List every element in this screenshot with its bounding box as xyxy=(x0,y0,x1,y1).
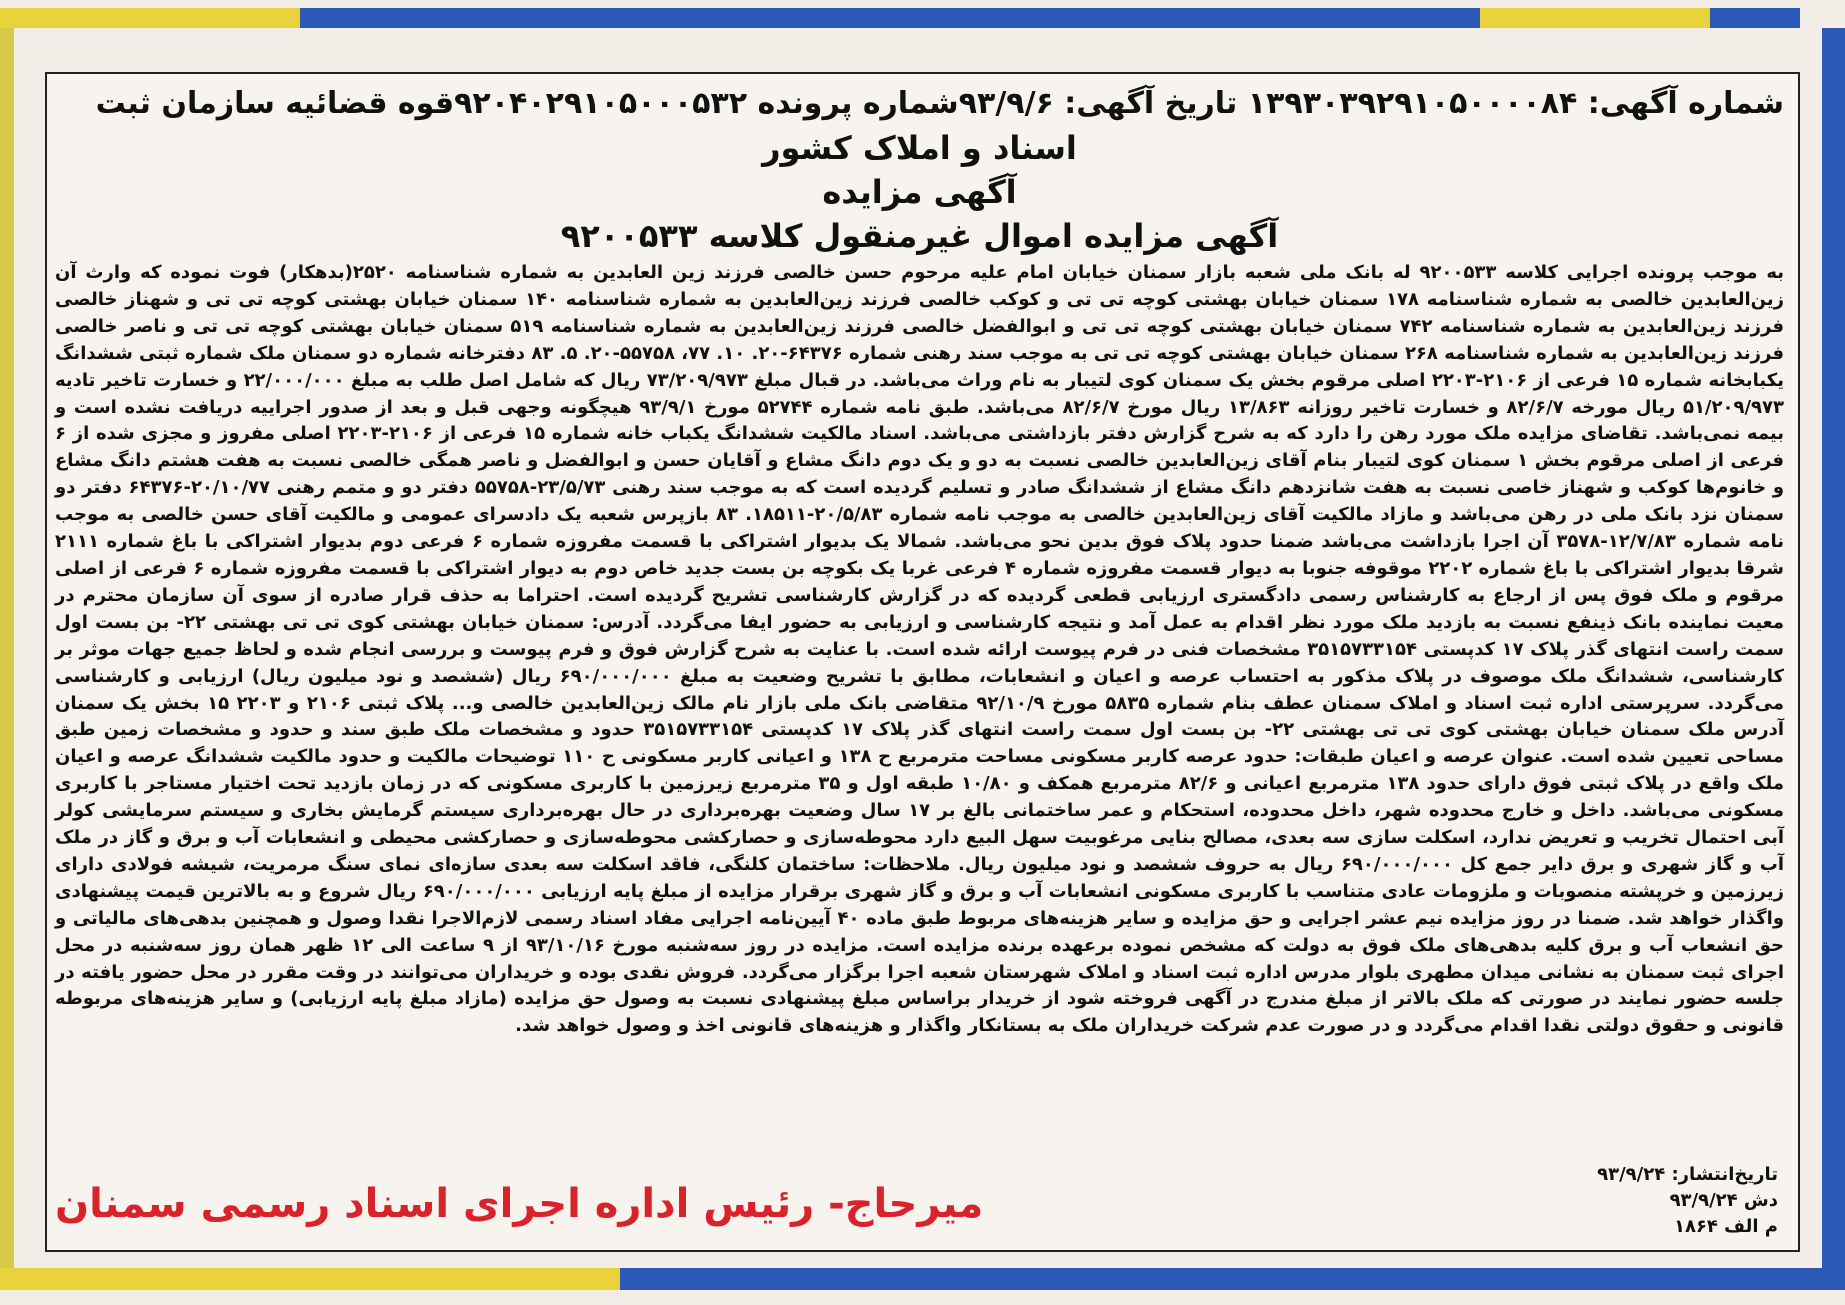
left-yellow-stripe xyxy=(0,28,14,1268)
notice-subtitle: آگهی مزایده اموال غیرمنقول کلاسه ۹۲۰۰۵۳۳ xyxy=(560,217,1279,255)
publish-date: تاریخ‌انتشار: ۹۳/۹/۲۴ xyxy=(1597,1164,1778,1185)
notice-footer-meta xyxy=(1597,1162,1778,1240)
auction-notice-box xyxy=(45,72,1800,1252)
notice-content xyxy=(55,82,1784,1242)
right-blue-stripe xyxy=(1822,28,1845,1268)
bottom-yellow-stripe xyxy=(0,1268,620,1290)
notice-header-line2: اسناد و املاک کشور xyxy=(762,129,1077,167)
signature-line: میرحاج- رئیس اداره اجرای اسناد رسمی سمنان xyxy=(55,1181,984,1227)
notice-header-line1: شماره آگهی: ۱۳۹۳۰۳۹۲۹۱۰۵۰۰۰۰۸۴ تاریخ آگهی: ۹۳/۹/۶شماره پرونده ۹۲۰۴۰۲۹۱۰۵۰۰۰۵۳۲قوه قضائیه سازمان ثبت xyxy=(95,86,1784,121)
notice-title: آگهی مزایده xyxy=(822,173,1017,211)
top-yellow-stripe xyxy=(0,8,300,28)
top-yellow-stripe-right xyxy=(1480,8,1710,28)
bottom-blue-stripe xyxy=(620,1268,1845,1290)
notice-body: به موجب پرونده اجرایی کلاسه ۹۲۰۰۵۳۳ له بانک ملی شعبه بازار سمنان خیابان امام علیه مرحوم حسن خالصی فرزند زین العابدین به شماره شناسنامه ۲۵۲۰(بدهکار) فوت نموده که وارث آن زین‌العابدین خالصی به شماره شناسنامه ۱۷۸ سمنان خیابان بهشتی کوچه تی تی و کوکب خالصی فرزند زین‌العابدین به شماره شناسنامه ۱۴۰ سمنان خیابان بهشتی کوچه تی تی و شهناز خالصی فرزند زین‌العابدین به شماره شناسنامه ۷۴۲ سمنان خیابان بهشتی کوچه تی تی و ابوالفضل خالصی فرزند زین‌العابدین به شماره شناسنامه ۵۱۹ سمنان خیابان بهشتی کوچه تی تی و ناصر خالصی فرزند زین‌العابدین به شماره شناسنامه ۲۶۸ سمنان خیابان بهشتی کوچه تی تی به موجب سند رهنی شماره ۶۴۳۷۶-۲۰. ۱۰. ۷۷، ۵۵۷۵۸-۲۰. ۵. ۸۳ دفترخانه شماره دو سمنان ملک شماره ثبتی ششدانگ یکبابخانه شماره ۱۵ فرعی از ۲۱۰۶-۲۲۰۳ اصلی مرقوم بخش یک سمنان کوی لتیبار به نام وراث می‌باشد. در قبال مبلغ ۷۳/۲۰۹/۹۷۳ ریال که شامل اصل طلب به مبلغ ۲۲/۰۰۰/۰۰۰ و خسارت تاخیر تادیه ۵۱/۲۰۹/۹۷۳ ریال مورخه ۸۲/۶/۷ و خسارت تاخیر روزانه ۱۳/۸۶۳ ریال مورخ ۸۲/۶/۷ می‌باشد. طبق نامه شماره ۵۲۷۴۴ مورخ ۹۳/۹/۱ هیچگونه وجهی قبل و بعد از صدور اجراییه دریافت نشده است و بیمه نمی‌باشد. تقاضای مزایده ملک مورد رهن را دارد که به شرح گزارش دفتر بازداشتی می‌باشد. اسناد مالکیت ششدانگ یکباب خانه شماره ۱۵ فرعی از ۲۱۰۶-۲۲۰۳ اصلی مفروز و مجزی شده از ۶ فرعی از اصلی مرقوم بخش ۱ سمنان کوی لتیبار بنام آقای زین‌العابدین خالصی نسبت به دو و یک دوم دانگ مشاع و آقایان حسن و ابوالفضل و ناصر همگی خالصی نسبت به هفت هشتم دانگ مشاع و خانوم‌ها کوکب و شهناز خاصی نسبت به هفت شانزدهم دانگ مشاع از ششدانگ صادر و تسلیم گردیده است که به موجب سند رهنی ۲۳/۵/۷۳-۵۵۷۵۸ دفتر دو و متمم رهنی ۲۰/۱۰/۷۷-۶۴۳۷۶ دفتر دو سمنان نزد بانک ملی در رهن می‌باشد و مازاد مالکیت آقای زین‌العابدین خالصی به موجب نامه شماره ۲۰/۵/۸۳-۱۸۵۱۱. ۸۳ بازپرس شعبه یک دادسرای عمومی و مالکیت آقای حسن خالصی به موجب نامه شماره ۱۲/۷/۸۳-۳۵۷۸ آن اجرا بازداشت می‌باشد ضمنا حدود پلاک فوق بدین نحو می‌باشد. شمالا یک بدیوار اشتراکی با قسمت مفروزه شماره ۶ فرعی دوم بدیوار اشتراکی با باغ شماره ۲۱۱۱ شرقا بدیوار اشتراکی با باغ شماره ۲۲۰۲ موقوفه جنوبا به دیوار قسمت مفروزه شماره ۴ فرعی غربا یک بکوچه بن بست جدید خاص دوم به دیوار اشتراکی با قسمت مفروزه شماره ۶ فرعی از اصلی مرقوم و ملک فوق پس از ارجاع به کارشناس رسمی دادگستری ارزیابی قطعی گردیده که در گزارش کارشناسی تشریح گردیده است. احتراما به حذف قرار صادره از سوی آن سازمان محترم در معیت نماینده بانک ذینفع نسبت به بازدید ملک مورد نظر اقدام به عمل آمد و نتیجه کارشناسی و ارزیابی به حضور ایفا می‌گردد. آدرس: سمنان خیابان بهشتی کوی تی تی بهشتی ۲۲- بن بست اول سمت راست انتهای گذر پلاک ۱۷ کدپستی ۳۵۱۵۷۳۳۱۵۴ مشخصات فنی در فرم پیوست ارائه شده است. با عنایت به شرح گزارش فوق و فرم پیوست و بررسی انجام شده و لحاظ جمیع جهات موثر بر کارشناسی، ششدانگ ملک موصوف در پلاک مذکور به احتساب عرصه و اعیان و انشعابات، مطابق با تشریح وضعیت به مبلغ ۶۹۰/۰۰۰/۰۰۰ ریال (ششصد و نود میلیون ریال) ارزیابی و کارشناسی می‌گردد. سرپرستی اداره ثبت اسناد و املاک سمنان عطف بنام شماره ۵۸۳۵ مورخ ۹۲/۱۰/۹ متقاضی بانک ملی بازار نام مالک زین‌العابدین خالصی و... پلاک ثبتی ۲۱۰۶ و ۲۲۰۳ ۱۵ بخش یک سمنان آدرس ملک سمنان خیابان بهشتی کوی تی تی بهشتی ۲۲- بن بست اول سمت راست انتهای گذر پلاک ۱۷ کدپستی ۳۵۱۵۷۳۳۱۵۴ حدود و مشخصات ملک طبق سند و حدود و مشخصات زمین طبق مساحی تعیین شده است. عنوان عرصه و اعیان طبقات: حدود عرصه کاربر مسکونی مساحت مترمربع ح ۱۳۸ و اعیانی کاربر مسکونی ح ۱۱۰ توضیحات مالکیت و حدود مالکیت ششدانگ عرصه و اعیان ملک واقع در پلاک ثبتی فوق دارای حدود ۱۳۸ مترمربع اعیانی و ۸۲/۶ مترمربع همکف و ۱۰/۸۰ طبقه اول و ۳۵ مترمربع زیرزمین با کاربری مسکونی که در زمان بازدید تحت اختیار مستاجر با کاربری مسکونی می‌باشد. داخل و خارج محدوده شهر، داخل محدوده، استحکام و عمر ساختمانی بالغ بر ۱۷ سال وضعیت بهره‌برداری در حال بهره‌برداری سیستم گرمایش بخاری و سیستم سرمایشی کولر آبی احتمال تخریب و تعریض ندارد، اسکلت سازی سه بعدی، مصالح بنایی مرغوبیت سهل البیع دارد محوطه‌سازی و حصارکشی محوطه‌سازی و حصارکشی محیطی و انشعابات آب و برق و گاز در ملک آب و گاز شهری و برق دایر جمع کل ۶۹۰/۰۰۰/۰۰۰ ریال به حروف ششصد و نود میلیون ریال. ملاحظات: ساختمان کلنگی، فاقد اسکلت سه بعدی سازه‌ای نمای سنگ مرمریت، شیشه فولادی دارای زیرزمین و خرپشته منصوبات و ملزومات عادی متناسب با کاربری مسکونی انشعابات آب و برق و گاز شهری برقرار مزایده از مبلغ پایه ارزیابی ۶۹۰/۰۰۰/۰۰۰ ریال شروع و به بالاترین قیمت پیشنهادی واگذار خواهد شد. ضمنا در روز مزایده نیم عشر اجرایی و حق مزایده و سایر هزینه‌های مربوط طبق ماده ۴۰ آیین‌نامه اجرایی مفاد اسناد رسمی لازم‌الاجرا نقدا وصول و همچنین بدهی‌های مالیاتی و حق انشعاب آب و برق کلیه بدهی‌های ملک فوق به دولت که مشخص نموده برعهده برنده مزایده است. مزایده در روز سه‌شنبه مورخ ۹۳/۱۰/۱۶ از ۹ ساعت الی ۱۲ ظهر همان روز سه‌شنبه در محل اجرای ثبت سمنان به نشانی میدان مطهری بلوار مدرس اداره ثبت اسناد و املاک شهرستان شعبه اجرا برگزار می‌گردد. فروش نقدی بوده و خریداران می‌توانند در وقت مقرر در محل حضور یافته در جلسه حضور نمایند در صورتی که ملک بالاتر از مبلغ مندرج در آگهی فروخته شود از خریدار براساس مبلغ پیشنهادی نسبت به وصول حق مزایده (مازاد مبلغ پایه ارزیابی) و سایر هزینه‌های مربوطه قانونی و حقوق دولتی نقدا اقدام می‌گردد و در صورت عدم شرکت خریداران ملک به بستانکار واگذار و هزینه‌های قانونی اخذ و وصول خواهد شد. xyxy=(55,262,1785,1037)
reference-number: م الف ۱۸۶۴ xyxy=(1673,1216,1778,1237)
reference-code: دش ۹۳/۹/۲۴ xyxy=(1669,1190,1778,1211)
